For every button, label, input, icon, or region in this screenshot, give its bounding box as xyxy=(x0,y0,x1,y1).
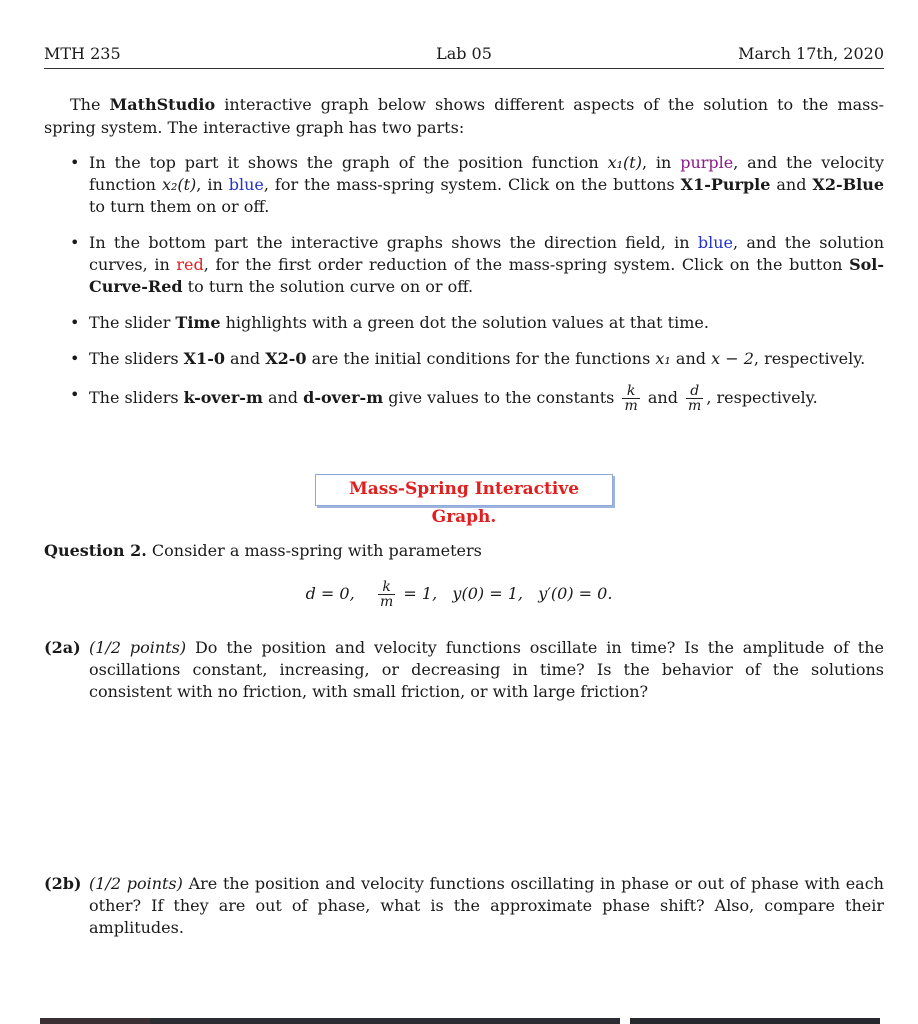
part-label: (2b) xyxy=(44,874,82,893)
k-over-m-fraction: $\frac{k}{m}$ xyxy=(380,579,394,610)
points-label: (1/2 points) xyxy=(89,874,183,893)
list-item: • In the bottom part the interactive graphs shows the direction field, in blue, and the solution curves, in red, for the first order reduction of the mass-spring system. Click on the button Sol-Curve-Red to turn the solution curve on or off. xyxy=(70,233,885,296)
lab-number: Lab 05 xyxy=(436,44,492,63)
interactive-graph-link[interactable]: Mass-Spring Interactive Graph. xyxy=(315,474,613,506)
intro-paragraph: The MathStudio interactive graph below shows different aspects of the solution to the mass-spring system. The interactive graph has two parts: xyxy=(44,95,885,137)
bullet-list xyxy=(44,152,884,427)
question-label: Question 2. xyxy=(44,541,147,560)
bullet-icon: • xyxy=(70,349,80,368)
app-name: MathStudio xyxy=(109,95,216,114)
list-item: • The sliders X1-0 and X2-0 are the initial conditions for the functions x₁ and x − 2, respectively. xyxy=(70,349,866,368)
x1-purple-label: X1-Purple xyxy=(680,175,771,194)
question-2: Question 2. Consider a mass-spring with parameters xyxy=(44,541,482,560)
purple-color-word: purple xyxy=(680,153,734,172)
points-label: (1/2 points) xyxy=(89,638,187,657)
list-item: • The sliders k-over-m and d-over-m give values to the constants $\frac{k}{m}$ and $\frac{d}{m}$ , respectively. xyxy=(70,383,818,414)
part-label: (2a) xyxy=(44,638,81,657)
d-over-m-label: d-over-m xyxy=(303,388,384,407)
header-date: March 17th, 2020 xyxy=(738,44,884,63)
bottom-toolbar-strip xyxy=(40,1018,880,1024)
red-color-word: red xyxy=(176,255,204,274)
list-item: • The slider Time highlights with a green dot the solution values at that time. xyxy=(70,313,709,332)
header-rule xyxy=(44,68,884,69)
x2-blue-label: X2-Blue xyxy=(812,175,885,194)
k-over-m-fraction: $\frac{k}{m}$ xyxy=(624,383,638,414)
bullet-icon: • xyxy=(70,385,80,404)
time-slider-label: Time xyxy=(175,313,221,332)
k-over-m-label: k-over-m xyxy=(183,388,263,407)
x1-0-label: X1-0 xyxy=(183,349,225,368)
question-2a: (2a) (1/2 points) Do the position and velocity functions oscillate in time? Is the amplitude of the oscillations constant, increasing, or decreasing in time? Is the behavior of the solutions consistent with no friction, with small friction, or with large friction? xyxy=(44,638,884,701)
bullet-icon: • xyxy=(70,233,80,252)
bullet-icon: • xyxy=(70,313,80,332)
question-2b: (2b) (1/2 points) Are the position and velocity functions oscillating in phase or out of phase with each other? If they are out of phase, what is the approximate phase shift? Also, compare their amplitudes. xyxy=(44,874,884,937)
page-header xyxy=(44,44,884,68)
bullet-icon: • xyxy=(70,153,80,172)
parameter-equation: d = 0, $\frac{k}{m}$ = 1, y(0) = 1, y′(0) = 0. xyxy=(305,579,613,610)
blue-color-word: blue xyxy=(228,175,264,194)
blue-color-word: blue xyxy=(697,233,733,252)
list-item: • In the top part it shows the graph of the position function x₁(t), in purple, and the velocity function x₂(t), in blue, for the mass-spring system. Click on the buttons X1-Purple and X2-Blue to turn them on or off. xyxy=(70,153,885,216)
d-over-m-fraction: $\frac{d}{m}$ xyxy=(688,383,702,414)
course-code: MTH 235 xyxy=(44,44,121,63)
x2-0-label: X2-0 xyxy=(265,349,307,368)
sol-curve-red-label: Sol-Curve-Red xyxy=(89,255,885,296)
